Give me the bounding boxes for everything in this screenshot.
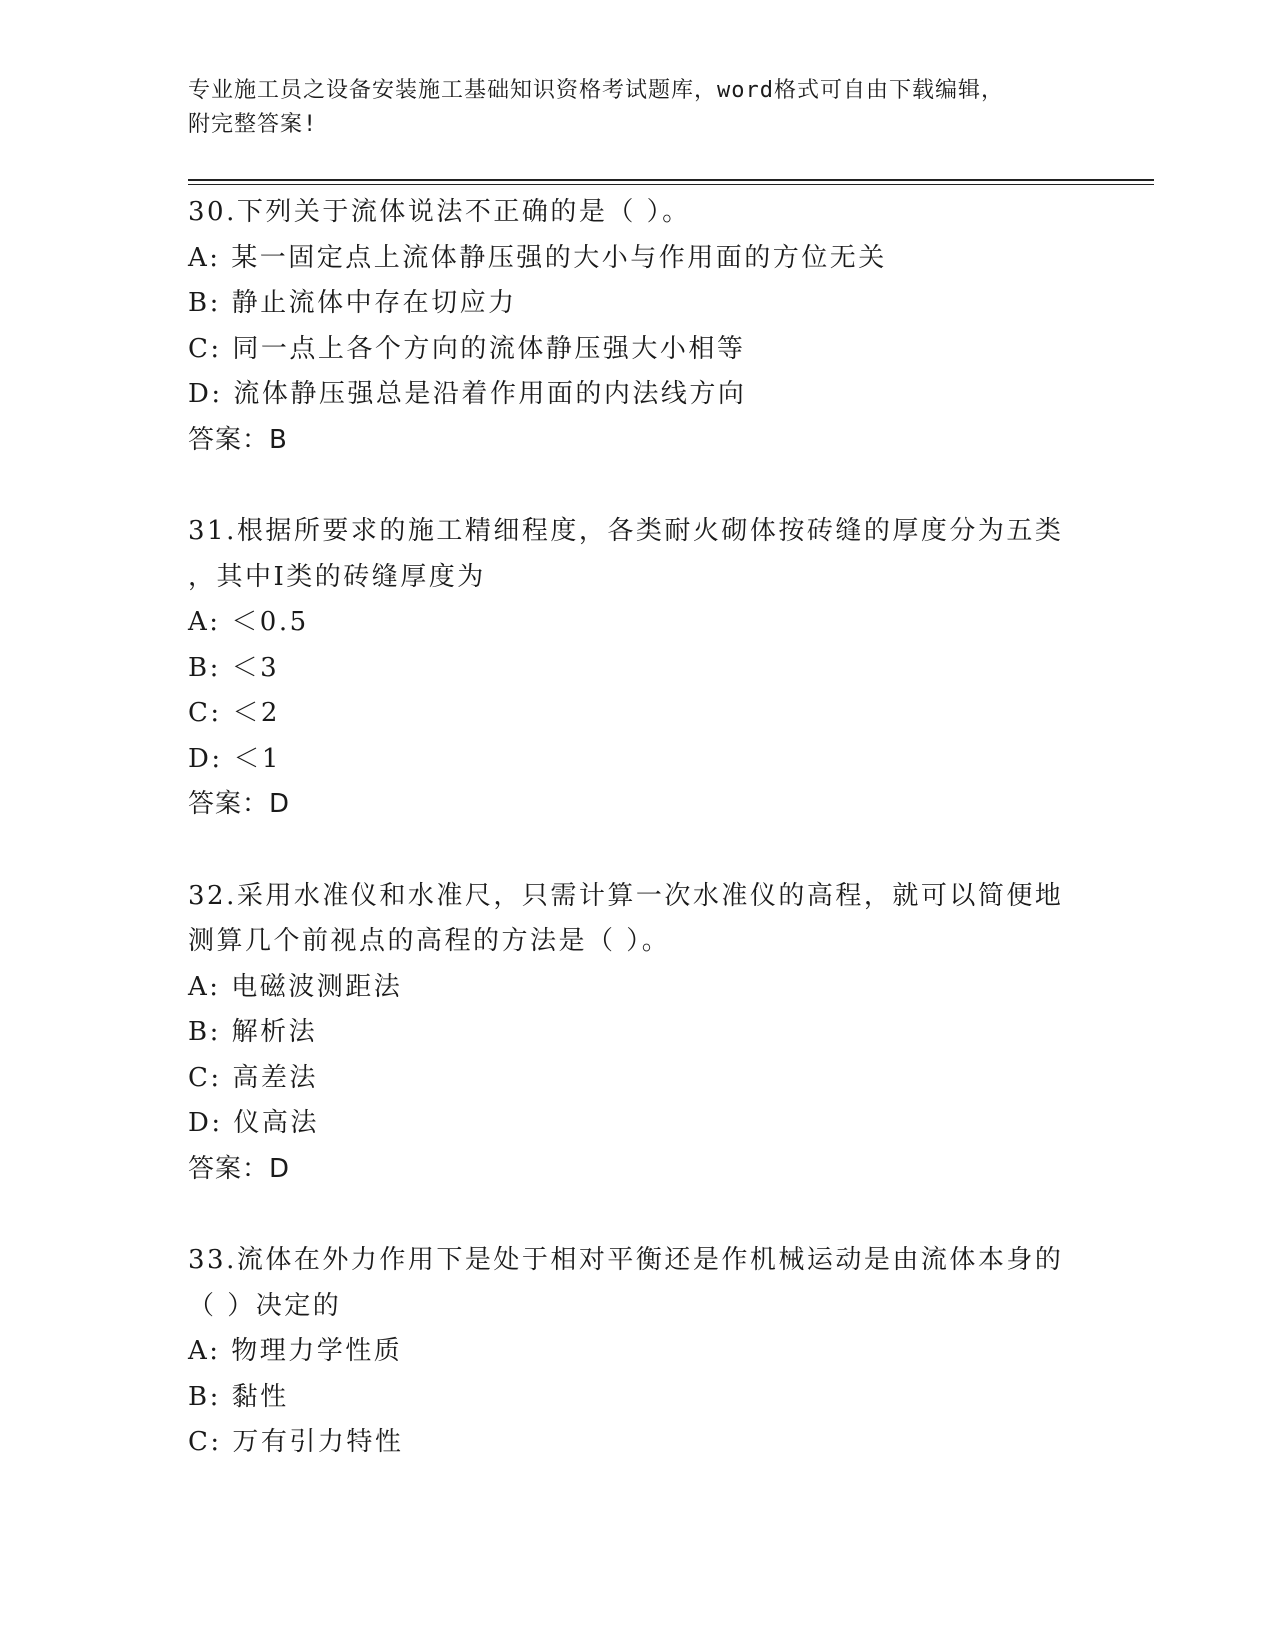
option-d: D: ＜1 — [188, 743, 281, 774]
question-30 — [188, 190, 1088, 463]
option-d: D: 仪高法 — [188, 1108, 319, 1138]
question-list — [188, 190, 1088, 1466]
option-a: A: 物理力学性质 — [188, 1336, 403, 1366]
question-stem-continued: （ ）决定的 — [188, 1290, 342, 1321]
option-c: C: 万有引力特性 — [188, 1427, 404, 1457]
option-d: D: 流体静压强总是沿着作用面的内法线方向 — [188, 379, 747, 409]
question-stem: 32.采用水准仪和水准尺，只需计算一次水准仪的高程，就可以简便地 — [188, 880, 1064, 911]
question-31 — [188, 509, 1088, 828]
option-b: B: 黏性 — [188, 1381, 289, 1412]
option-c: C: 高差法 — [188, 1062, 318, 1093]
answer-label: 答案：B — [188, 424, 288, 455]
answer-label: 答案：D — [188, 789, 291, 819]
header-line-1: 专业施工员之设备安装施工基础知识资格考试题库，word格式可自由下载编辑， — [188, 78, 1004, 103]
document-header — [188, 74, 1088, 142]
header-line-2: 附完整答案! — [188, 112, 318, 137]
question-stem-continued: ，其中Ⅰ类的砖缝厚度为 — [188, 561, 486, 592]
question-stem-continued: 测算几个前视点的高程的方法是（ ）。 — [188, 926, 671, 956]
option-b: B: ＜3 — [188, 652, 280, 683]
header-rule-thin — [188, 184, 1154, 185]
option-a: A: 某一固定点上流体静压强的大小与作用面的方位无关 — [188, 242, 887, 273]
option-a: A: 电磁波测距法 — [188, 971, 403, 1002]
header-rule — [188, 179, 1154, 181]
question-stem: 33.流体在外力作用下是处于相对平衡还是作机械运动是由流体本身的 — [188, 1245, 1064, 1275]
question-stem: 31.根据所要求的施工精细程度，各类耐火砌体按砖缝的厚度分为五类 — [188, 516, 1064, 546]
option-a: A: ＜0.5 — [188, 607, 309, 637]
option-c: C: 同一点上各个方向的流体静压强大小相等 — [188, 333, 746, 364]
option-b: B: 静止流体中存在切应力 — [188, 288, 517, 318]
answer-label: 答案：D — [188, 1153, 291, 1184]
question-32 — [188, 874, 1088, 1193]
question-33 — [188, 1238, 1088, 1466]
option-c: C: ＜2 — [188, 698, 280, 728]
option-b: B: 解析法 — [188, 1017, 318, 1047]
question-stem: 30.下列关于流体说法不正确的是（ ）。 — [188, 197, 691, 227]
